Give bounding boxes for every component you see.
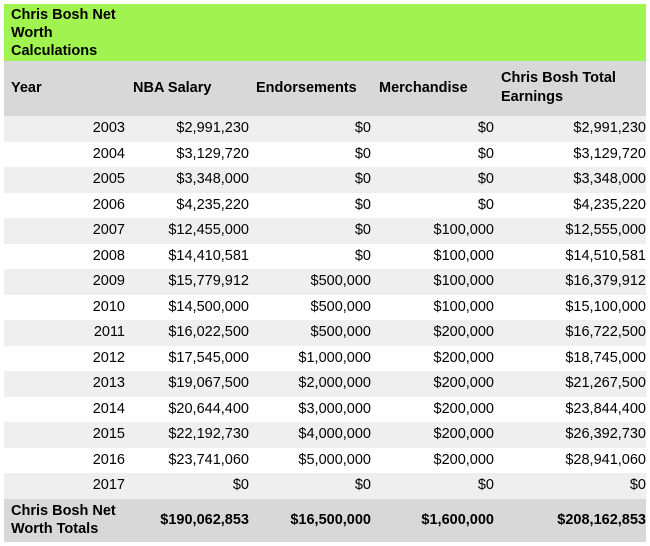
table-title: Chris Bosh Net Worth Calculations xyxy=(4,4,128,61)
cell-total-earnings: $26,392,730 xyxy=(565,426,646,442)
table-row xyxy=(4,397,646,423)
header-total-earnings: Chris Bosh Total Earnings xyxy=(501,70,616,105)
cell-merchandise: $0 xyxy=(477,145,494,162)
cell-nba-salary: $3,129,720 xyxy=(176,145,249,162)
totals-total: $208,162,853 xyxy=(557,512,646,528)
cell-endorsements: $0 xyxy=(354,247,371,264)
cell-endorsements: $3,000,000 xyxy=(298,400,371,417)
cell-endorsements: $2,000,000 xyxy=(298,375,371,391)
cell-endorsements: $500,000 xyxy=(310,298,371,315)
cell-year: 2013 xyxy=(92,375,125,391)
table-row xyxy=(4,116,646,142)
totals-endorsements: $16,500,000 xyxy=(290,512,371,528)
totals-row xyxy=(4,499,646,542)
cell-total-earnings: $18,745,000 xyxy=(565,349,646,366)
cell-endorsements: $0 xyxy=(354,222,371,238)
cell-merchandise: $200,000 xyxy=(433,426,494,442)
table-row xyxy=(4,218,646,244)
cell-total-earnings: $15,100,000 xyxy=(565,298,646,315)
table-row xyxy=(4,244,646,270)
cell-total-earnings: $23,844,400 xyxy=(565,400,646,417)
table-row xyxy=(4,269,646,295)
cell-year: 2005 xyxy=(92,171,125,187)
cell-endorsements: $500,000 xyxy=(310,273,371,289)
header-year: Year xyxy=(11,80,42,96)
table-row xyxy=(4,142,646,168)
table-row xyxy=(4,473,646,499)
cell-total-earnings: $28,941,060 xyxy=(565,451,646,468)
totals-salary: $190,062,853 xyxy=(160,512,249,528)
cell-total-earnings: $16,722,500 xyxy=(565,324,646,340)
cell-nba-salary: $17,545,000 xyxy=(168,349,249,366)
cell-endorsements: $1,000,000 xyxy=(298,349,371,366)
cell-total-earnings: $2,991,230 xyxy=(573,120,646,136)
cell-total-earnings: $16,379,912 xyxy=(565,273,646,289)
totals-label: Chris Bosh Net Worth Totals xyxy=(11,503,116,537)
table-row xyxy=(4,448,646,474)
cell-total-earnings: $4,235,220 xyxy=(573,196,646,213)
cell-merchandise: $200,000 xyxy=(433,375,494,391)
table-row xyxy=(4,346,646,372)
header-row xyxy=(4,61,646,116)
cell-nba-salary: $12,455,000 xyxy=(168,222,249,238)
table-row xyxy=(4,320,646,346)
cell-year: 2003 xyxy=(92,120,125,136)
cell-year: 2014 xyxy=(92,400,125,417)
cell-nba-salary: $15,779,912 xyxy=(168,273,249,289)
cell-year: 2017 xyxy=(92,477,125,493)
cell-nba-salary: $20,644,400 xyxy=(168,400,249,417)
title-banner-fill xyxy=(128,4,646,61)
cell-total-earnings: $3,348,000 xyxy=(573,171,646,187)
cell-endorsements: $500,000 xyxy=(310,324,371,340)
cell-nba-salary: $19,067,500 xyxy=(168,375,249,391)
cell-nba-salary: $14,410,581 xyxy=(168,247,249,264)
table-row xyxy=(4,193,646,219)
cell-merchandise: $0 xyxy=(477,196,494,213)
cell-endorsements: $0 xyxy=(354,171,371,187)
cell-year: 2016 xyxy=(92,451,125,468)
cell-nba-salary: $23,741,060 xyxy=(168,451,249,468)
cell-merchandise: $200,000 xyxy=(433,451,494,468)
cell-year: 2010 xyxy=(92,298,125,315)
cell-year: 2004 xyxy=(92,145,125,162)
cell-total-earnings: $21,267,500 xyxy=(565,375,646,391)
cell-year: 2009 xyxy=(92,273,125,289)
cell-merchandise: $200,000 xyxy=(433,349,494,366)
cell-merchandise: $100,000 xyxy=(433,222,494,238)
table-row xyxy=(4,371,646,397)
cell-nba-salary: $2,991,230 xyxy=(176,120,249,136)
header-nba-salary: NBA Salary xyxy=(133,80,212,96)
cell-endorsements: $0 xyxy=(354,145,371,162)
cell-endorsements: $5,000,000 xyxy=(298,451,371,468)
table-row xyxy=(4,422,646,448)
cell-endorsements: $4,000,000 xyxy=(298,426,371,442)
header-merchandise: Merchandise xyxy=(379,80,468,96)
cell-year: 2011 xyxy=(93,324,125,340)
cell-year: 2008 xyxy=(92,247,125,264)
cell-nba-salary: $0 xyxy=(232,477,249,493)
cell-nba-salary: $3,348,000 xyxy=(176,171,249,187)
cell-merchandise: $0 xyxy=(477,171,494,187)
cell-total-earnings: $12,555,000 xyxy=(565,222,646,238)
cell-year: 2015 xyxy=(92,426,125,442)
cell-merchandise: $100,000 xyxy=(433,247,494,264)
cell-total-earnings: $3,129,720 xyxy=(573,145,646,162)
cell-endorsements: $0 xyxy=(354,196,371,213)
cell-merchandise: $0 xyxy=(477,120,494,136)
cell-merchandise: $200,000 xyxy=(433,324,494,340)
cell-merchandise: $200,000 xyxy=(433,400,494,417)
cell-total-earnings: $0 xyxy=(629,477,646,493)
header-endorsements: Endorsements xyxy=(256,80,357,96)
cell-nba-salary: $14,500,000 xyxy=(168,298,249,315)
cell-merchandise: $100,000 xyxy=(433,298,494,315)
table-row xyxy=(4,295,646,321)
cell-merchandise: $100,000 xyxy=(433,273,494,289)
cell-nba-salary: $16,022,500 xyxy=(168,324,249,340)
totals-merchandise: $1,600,000 xyxy=(421,512,494,528)
cell-nba-salary: $4,235,220 xyxy=(176,196,249,213)
cell-year: 2007 xyxy=(92,222,125,238)
table-row xyxy=(4,167,646,193)
cell-endorsements: $0 xyxy=(354,120,371,136)
cell-endorsements: $0 xyxy=(354,477,371,493)
cell-year: 2012 xyxy=(92,349,125,366)
cell-total-earnings: $14,510,581 xyxy=(565,247,646,264)
cell-merchandise: $0 xyxy=(477,477,494,493)
cell-nba-salary: $22,192,730 xyxy=(168,426,249,442)
cell-year: 2006 xyxy=(92,196,125,213)
